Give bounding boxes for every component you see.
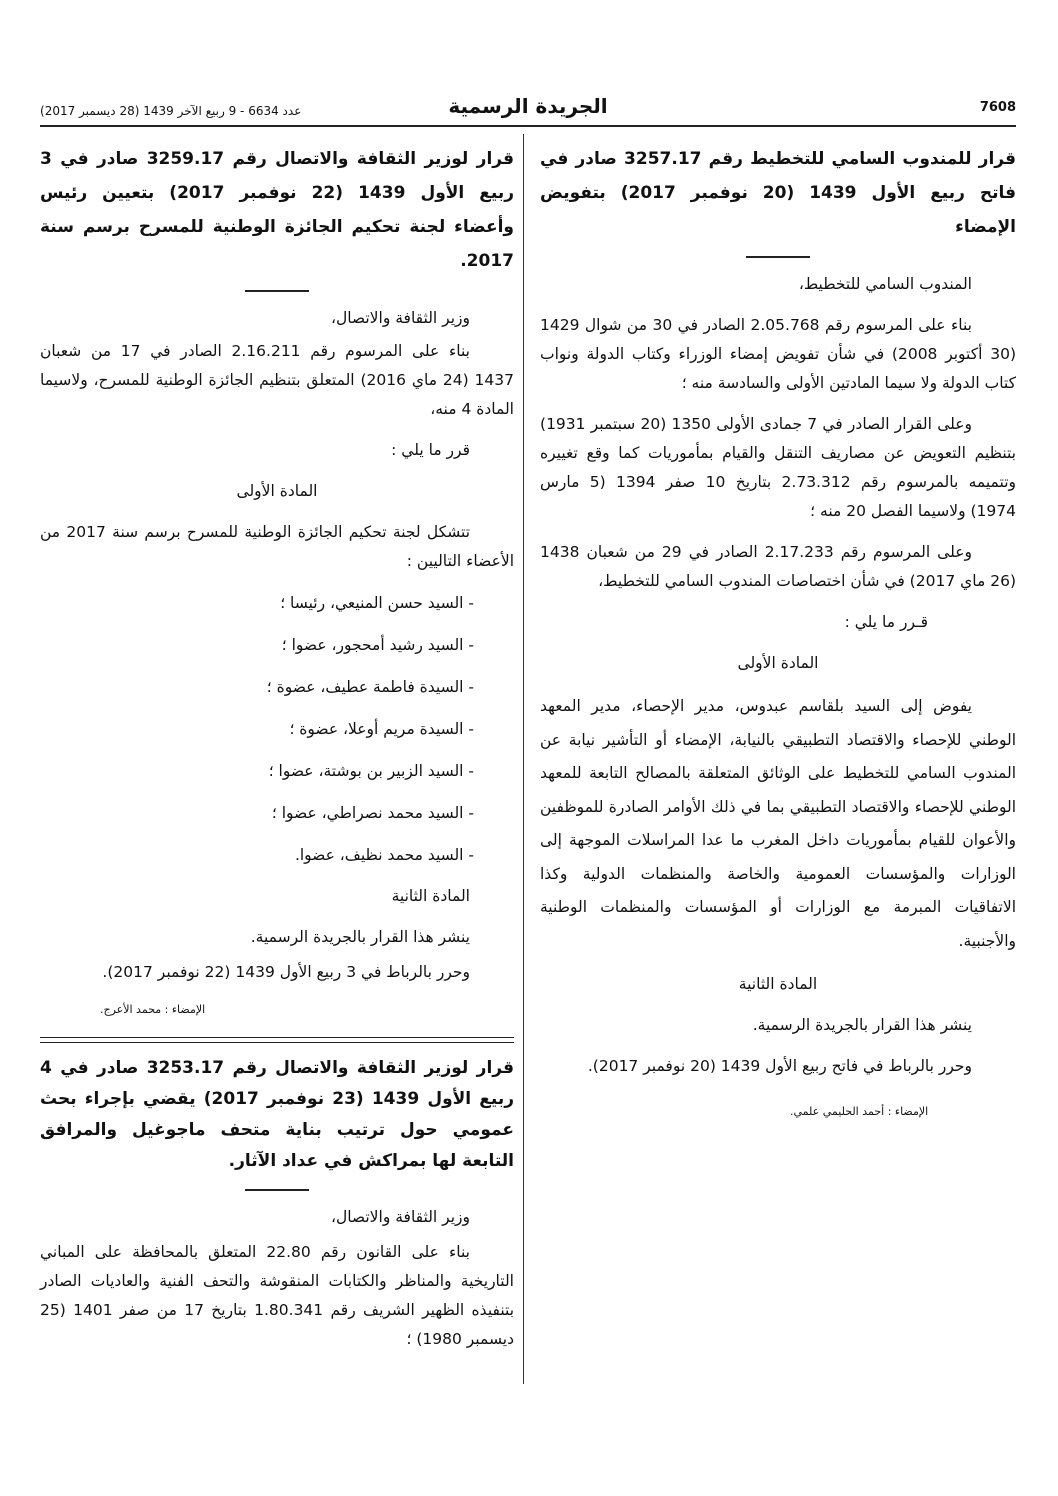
decided: قـرر ما يلي :	[844, 613, 928, 631]
done-at: وحرر بالرباط في 3 ربيع الأول 1439 (22 نوفمبر 2017).	[102, 963, 470, 981]
paragraph: بناء على القانون رقم 22.80 المتعلق بالمحافظة على المباني التاريخية والمناظر والكتابات المنقوشة والتحف الفنية والعاديات الصادر بتنفيذه الظهير الشريف رقم 1.80.341 بتاريخ 17 من صفر 1401 (25 ديسمبر 1980) ؛	[40, 1243, 515, 1348]
member-item: - السيد حسن المنيعي، رئيسا ؛	[280, 594, 474, 612]
member-item: - السيدة مريم أوعلا، عضوة ؛	[289, 720, 474, 738]
right-column	[540, 142, 1016, 1121]
page-header	[40, 94, 1016, 124]
title-separator	[245, 290, 309, 292]
paragraph: وعلى القرار الصادر في 7 جمادى الأولى 1350 (20 سبتمبر 1931) بتنظيم التعويض عن مصاريف التنقل والقيام بمأموريات كما وقع تغييره وتتميمه بالمرسوم رقم 2.73.312 بتاريخ 10 صفر 1394 (5 مارس 1974) ولاسيما الفصل 20 منه ؛	[540, 415, 1016, 520]
article-heading: المادة الثانية	[391, 887, 470, 905]
decision-separator	[40, 1037, 514, 1043]
member-item: - السيد الزبير بن بوشتة، عضوا ؛	[268, 762, 474, 780]
title-separator	[245, 1189, 309, 1191]
article-text: ينشر هذا القرار بالجريدة الرسمية.	[752, 1016, 972, 1034]
header-rule	[40, 125, 1016, 127]
gazette-title: الجريدة الرسمية	[448, 94, 608, 118]
article-text: يفوض إلى السيد بلقاسم عبدوس، مدير الإحصاء، مدير المعهد الوطني للإحصاء والاقتصاد التطبيقي بالنيابة، الإمضاء أو التأشير نيابة عن المندوب السامي للتخطيط على الوثائق المتعلقة بالمصالح التابعة للمعهد الوطني للإحصاء والاقتصاد التطبيقي بما في ذلك الأوامر الصادرة للموظفين والأعوان للقيام بمأموريات داخل المغرب ما عدا المراسلات الموجهة إلى الوزارات والمؤسسات العمومية والخاصة والمنظمات الدولية وكذا الاتفاقيات المبرمة مع الوزارات أو المؤسسات والمنظمات الوطنية والأجنبية.	[540, 697, 1016, 950]
member-item: - السيدة فاطمة عطيف، عضوة ؛	[266, 678, 474, 696]
paragraph: وعلى المرسوم رقم 2.17.233 الصادر في 29 من شعبان 1438 (26 ماي 2017) في شأن اختصاصات المندوب السامي للتخطيط،	[540, 543, 1016, 590]
article-heading: المادة الثانية	[738, 975, 818, 993]
decision-title: قرار لوزير الثقافة والاتصال رقم 3253.17 صادر في 4 ربيع الأول 1439 (23 نوفمبر 2017) يقضي بإجراء بحث عمومي حول ترتيب بناية متحف ماجوغيل والمرافق التابعة لها بمراكش في عداد الآثار.	[40, 1058, 514, 1171]
done-at: وحرر بالرباط في فاتح ربيع الأول 1439 (20 نوفمبر 2017).	[587, 1057, 972, 1075]
column-divider	[523, 134, 524, 1384]
page-number: 7608	[979, 100, 1016, 115]
member-item: - السيد محمد نصراطي، عضوا ؛	[271, 804, 474, 822]
decision-title: قرار للمندوب السامي للتخطيط رقم 3257.17 صادر في فاتح ربيع الأول 1439 (20 نوفمبر 2017) بتفويض الإمضاء	[540, 149, 1016, 237]
issue-info: عدد 6634 - 9 ربيع الآخر 1439 (28 ديسمبر 2017)	[40, 104, 302, 118]
left-column	[40, 142, 514, 1354]
paragraph: بناء على المرسوم رقم 2.05.768 الصادر في 30 من شوال 1429 (30 أكتوبر 2008) في شأن تفويض إمضاء الوزراء وكتاب الدولة ونواب كتاب الدولة ولا سيما المادتين الأولى والسادسة منه ؛	[540, 316, 1016, 392]
authority: وزير الثقافة والاتصال،	[330, 309, 470, 327]
article-heading: المادة الأولى	[236, 482, 318, 500]
member-item: - السيد محمد نظيف، عضوا.	[294, 846, 474, 864]
signature: الإمضاء : أحمد الحليمي علمي.	[790, 1105, 929, 1118]
decision-title: قرار لوزير الثقافة والاتصال رقم 3259.17 صادر في 3 ربيع الأول 1439 (22 نوفمبر 2017) بتعيين رئيس وأعضاء لجنة تحكيم الجائزة الوطنية للمسرح برسم سنة 2017.	[40, 149, 515, 271]
signature: الإمضاء : محمد الأعرج.	[100, 1003, 206, 1016]
article-text: ينشر هذا القرار بالجريدة الرسمية.	[250, 928, 470, 946]
authority: المندوب السامي للتخطيط،	[798, 275, 972, 293]
title-separator	[746, 256, 810, 258]
article-text: تتشكل لجنة تحكيم الجائزة الوطنية للمسرح برسم سنة 2017 من الأعضاء التاليين :	[40, 523, 514, 570]
decided: قرر ما يلي :	[391, 441, 470, 459]
article-heading: المادة الأولى	[737, 654, 819, 672]
paragraph: بناء على المرسوم رقم 2.16.211 الصادر في 17 من شعبان 1437 (24 ماي 2016) المتعلق بتنظيم الجائزة الوطنية للمسرح، ولاسيما المادة 4 منه،	[40, 342, 514, 418]
member-item: - السيد رشيد أمحجور، عضوا ؛	[281, 636, 474, 654]
authority: وزير الثقافة والاتصال،	[330, 1208, 470, 1226]
